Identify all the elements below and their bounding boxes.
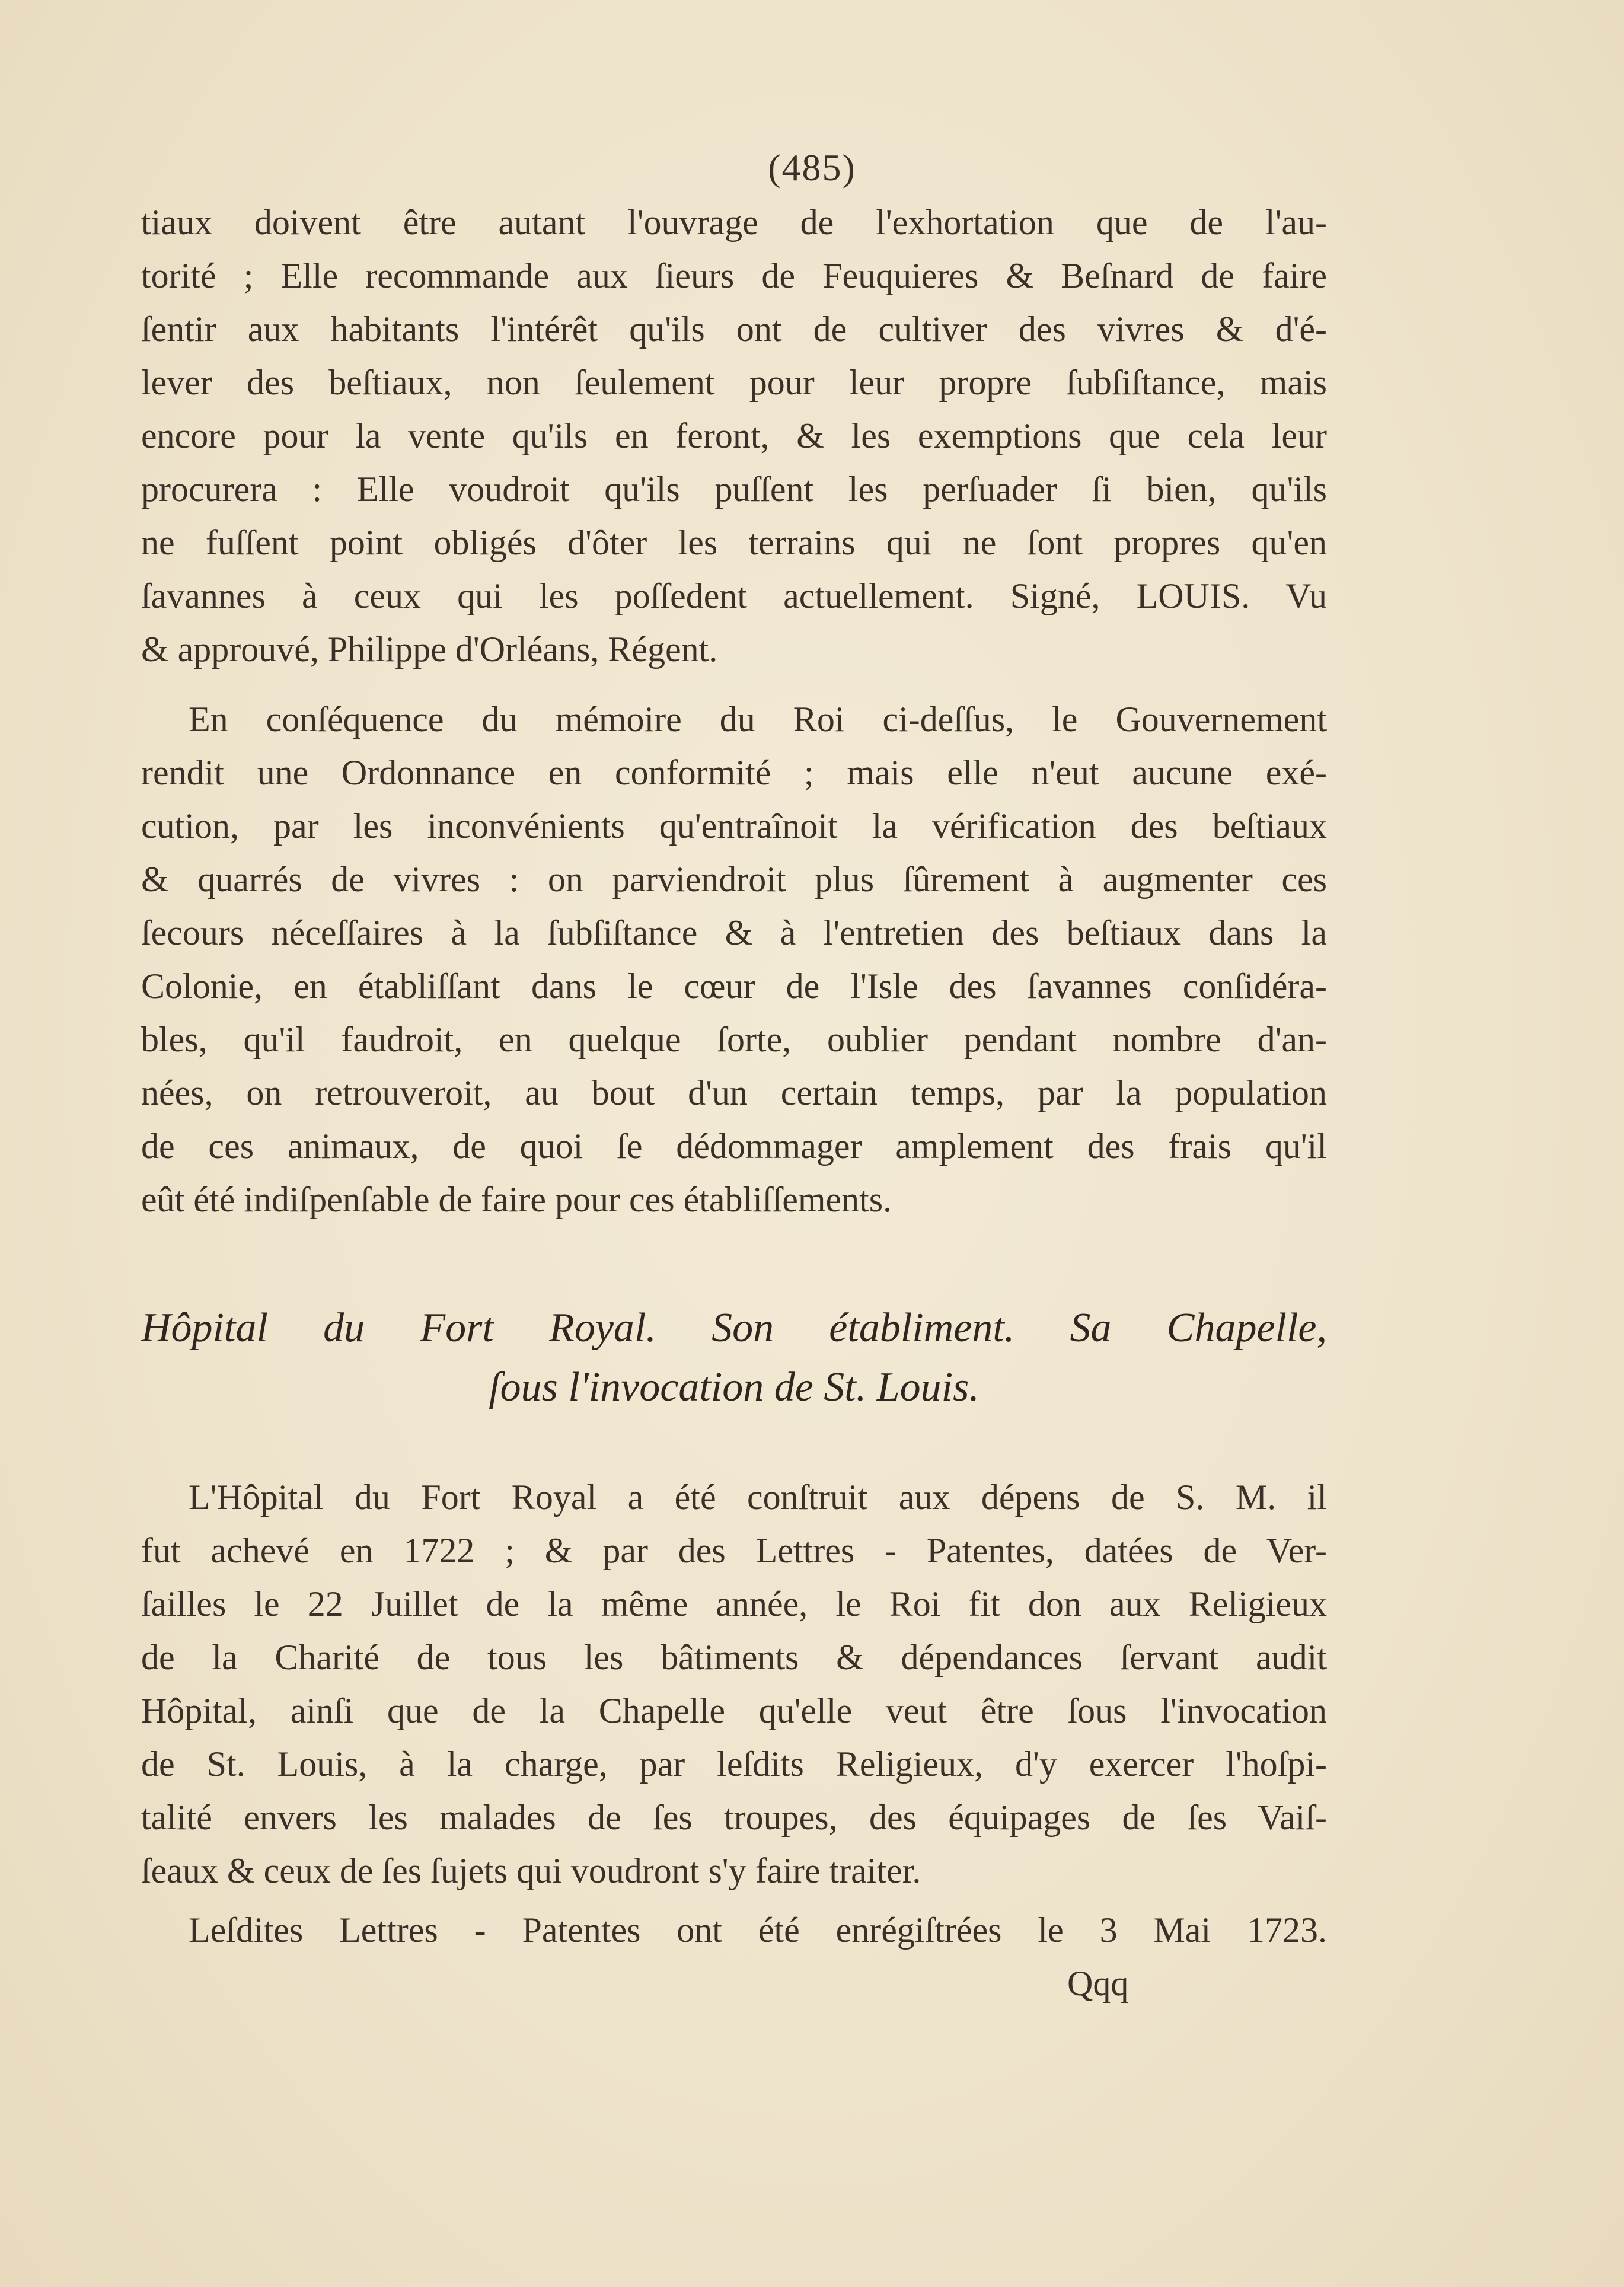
page-number: (485) [768, 146, 856, 189]
text-line: encore pour la vente qu'ils en feront, & les exemptions que cela leur [141, 416, 1327, 455]
text-line: ne fuſſent point obligés d'ôter les terrains qui ne ſont propres qu'en [141, 523, 1327, 562]
text-line: L'Hôpital du Fort Royal a été conſtruit aux dépens de S. M. il [189, 1478, 1327, 1517]
text-line: de ces animaux, de quoi ſe dédommager amplement des frais qu'il [141, 1127, 1327, 1166]
text-line: Colonie, en établiſſant dans le cœur de l'Isle des ſavannes conſidéra- [141, 967, 1327, 1006]
text-line: Leſdites Lettres - Patentes ont été enrégiſtrées le 3 Mai 1723. [189, 1910, 1327, 1950]
text-line: ſavannes à ceux qui les poſſedent actuellement. Signé, LOUIS. Vu [141, 576, 1327, 615]
text-line: rendit une Ordonnance en conformité ; mais elle n'eut aucune exé- [141, 753, 1327, 792]
text-line: Hôpital, ainſi que de la Chapelle qu'elle veut être ſous l'invocation [141, 1691, 1327, 1730]
text-line: fut achevé en 1722 ; & par des Lettres - Patentes, datées de Ver- [141, 1531, 1327, 1570]
text-line: ſecours néceſſaires à la ſubſiſtance & à l'entretien des beſtiaux dans la [141, 913, 1327, 952]
text-line: & approuvé, Philippe d'Orléans, Régent. [141, 630, 718, 669]
text-line: torité ; Elle recommande aux ſieurs de Feuquieres & Beſnard de faire [141, 256, 1327, 295]
text-line: En conſéquence du mémoire du Roi ci-deſſus, le Gouvernement [189, 700, 1327, 739]
text-line: de St. Louis, à la charge, par leſdits Religieux, d'y exercer l'hoſpi- [141, 1744, 1327, 1784]
text-line: ſentir aux habitants l'intérêt qu'ils ont de cultiver des vivres & d'é- [141, 310, 1327, 349]
text-line: & quarrés de vivres : on parviendroit plus ſûrement à augmenter ces [141, 860, 1327, 899]
text-line: tiaux doivent être autant l'ouvrage de l'exhortation que de l'au- [141, 203, 1327, 242]
text-line: ſailles le 22 Juillet de la même année, le Roi fit don aux Religieux [141, 1584, 1327, 1623]
text-line: bles, qu'il faudroit, en quelque ſorte, oublier pendant nombre d'an- [141, 1020, 1327, 1059]
text-line: cution, par les inconvénients qu'entraînoit la vérification des beſtiaux [141, 806, 1327, 846]
section-heading-line-2: ſous l'invocation de St. Louis. [489, 1364, 979, 1410]
body-text [141, 0, 1327, 2287]
text-line: nées, on retrouveroit, au bout d'un certain temps, par la population [141, 1073, 1327, 1112]
text-line: talité envers les malades de ſes troupes, des équipages de ſes Vaiſ- [141, 1798, 1327, 1837]
text-line: lever des beſtiaux, non ſeulement pour leur propre ſubſiſtance, mais [141, 363, 1327, 402]
text-line: procurera : Elle voudroit qu'ils puſſent les perſuader ſi bien, qu'ils [141, 470, 1327, 509]
section-heading: Hôpital du Fort Royal. Son établiment. Sa Chapelle, [141, 1305, 1327, 1351]
text-line: ſeaux & ceux de ſes ſujets qui voudront s'y faire traiter. [141, 1851, 921, 1890]
text-line: de la Charité de tous les bâtiments & dépendances ſervant audit [141, 1638, 1327, 1677]
text-line: eût été indiſpenſable de faire pour ces établiſſements. [141, 1180, 892, 1219]
signature-mark: Qqq [1067, 1964, 1129, 2003]
